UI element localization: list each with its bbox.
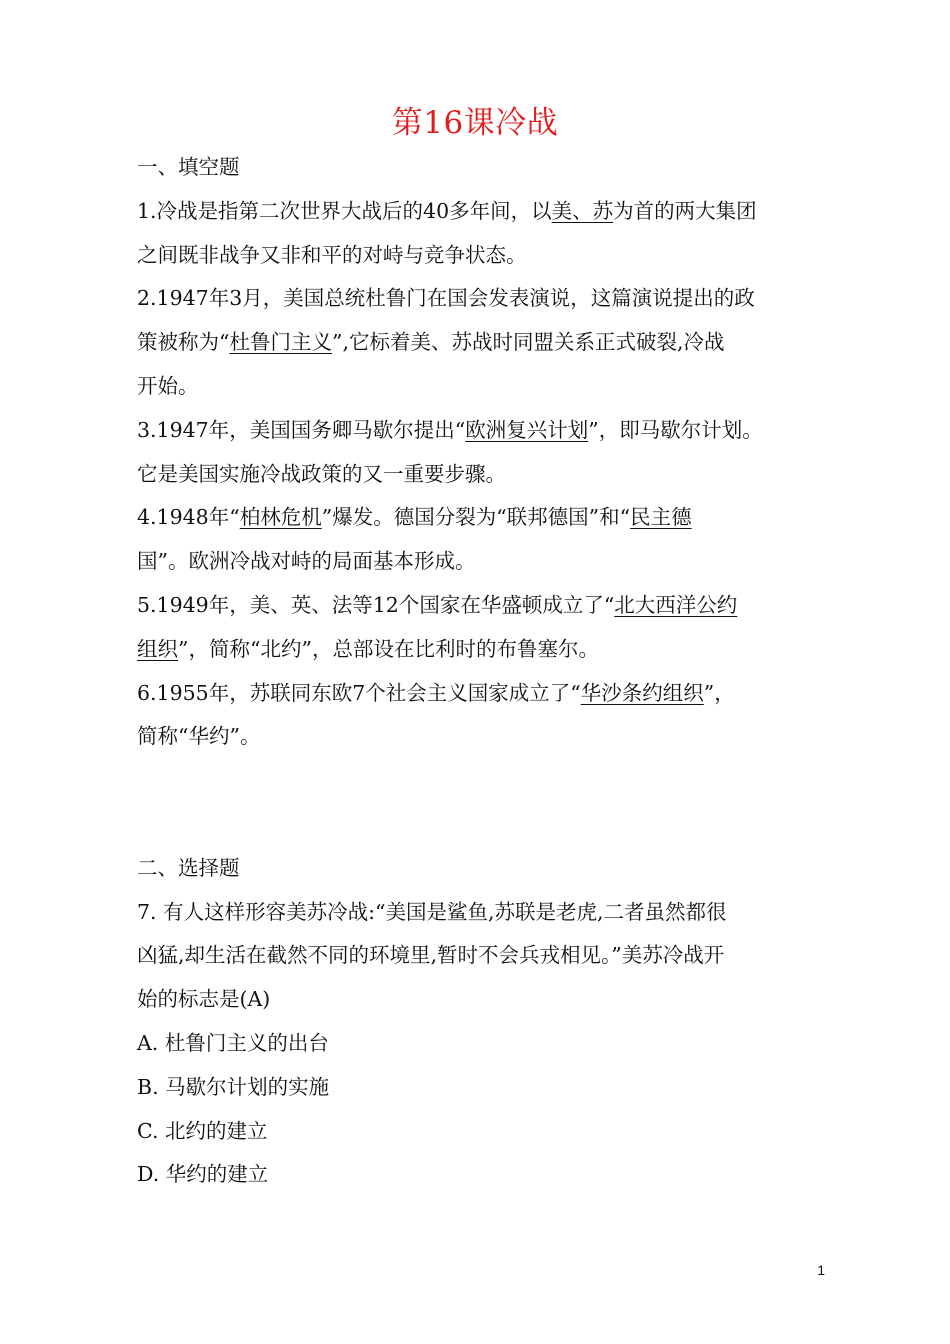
q5-answer: 北大西洋公约: [614, 592, 738, 617]
q5-answer-cont: 组织: [137, 636, 178, 661]
q1-answer: 美、苏: [551, 198, 614, 223]
page-number: 1: [817, 1262, 825, 1278]
question-6: [137, 672, 837, 760]
page-title: 第16课冷战: [391, 105, 559, 141]
q1-text: 为首的两大集团: [613, 198, 757, 223]
q1-text: 之间既非战争又非和平的对峙与竞争状态。: [137, 242, 527, 267]
q7-option-d: D. 华约的建立: [137, 1162, 269, 1187]
q7-option-c: C. 北约的建立: [137, 1118, 268, 1143]
q2-answer: 杜鲁门主义: [229, 330, 332, 355]
question-1: [137, 190, 837, 278]
q3-text: 它是美国实施冷战政策的又一重要步骤。: [137, 461, 506, 486]
q2-text: ”,它标着美、苏战时同盟关系正式破裂,冷战: [331, 330, 725, 355]
question-5: [137, 584, 837, 672]
q7-text: 始的标志是(A): [137, 987, 271, 1012]
q4-text: 4.1948年“: [137, 505, 240, 530]
document-body: [137, 146, 837, 1197]
question-2: [137, 277, 837, 408]
section-heading-multiple-choice: 二、选择题: [137, 855, 240, 880]
q6-text: 简称“华约”。: [137, 724, 261, 749]
q2-text: 2.1947年3月，美国总统杜鲁门在国会发表演说，这篇演说提出的政: [137, 286, 755, 311]
q6-answer: 华沙条约组织: [580, 680, 704, 705]
question-7: [137, 891, 837, 1198]
q7-text: 凶猛,却生活在截然不同的环境里,暂时不会兵戎相见。”美苏冷战开: [137, 943, 725, 968]
q4-answer-2: 民主德: [630, 505, 692, 530]
q3-text: 3.1947年，美国国务卿马歇尔提出“: [137, 417, 466, 442]
q6-text: 6.1955年，苏联同东欧7个社会主义国家成立了“: [137, 680, 581, 705]
q7-option-b: B. 马歇尔计划的实施: [137, 1074, 330, 1099]
q4-text: ”爆发。德国分裂为“联邦德国”和“: [321, 505, 631, 530]
q1-text: 1.冷战是指第二次世界大战后的40多年间，以: [137, 198, 552, 223]
q5-text: 5.1949年，美、英、法等12个国家在华盛顿成立了“: [137, 592, 615, 617]
spacer: [137, 759, 837, 847]
section-heading-fill-in: 一、填空题: [137, 155, 240, 179]
question-4: [137, 496, 837, 584]
q7-text: 7. 有人这样形容美苏冷战:“美国是鲨鱼,苏联是老虎,二者虽然都很: [137, 899, 727, 924]
q7-option-a: A. 杜鲁门主义的出台: [137, 1030, 329, 1055]
q6-text: ”，: [703, 680, 735, 705]
q5-text: ”，简称“北约”，总部设在比利时的布鲁塞尔。: [178, 636, 599, 661]
q3-answer: 欧洲复兴计划: [465, 417, 589, 442]
q2-text: 策被称为“: [137, 330, 230, 355]
question-3: [137, 409, 837, 497]
q3-text: ”，即马歇尔计划。: [588, 417, 763, 442]
q4-answer-2-cont: 国: [137, 549, 158, 574]
q2-text: 开始。: [137, 373, 199, 398]
q4-answer-1: 柏林危机: [239, 505, 322, 530]
q4-text: ”。欧洲冷战对峙的局面基本形成。: [157, 549, 476, 574]
